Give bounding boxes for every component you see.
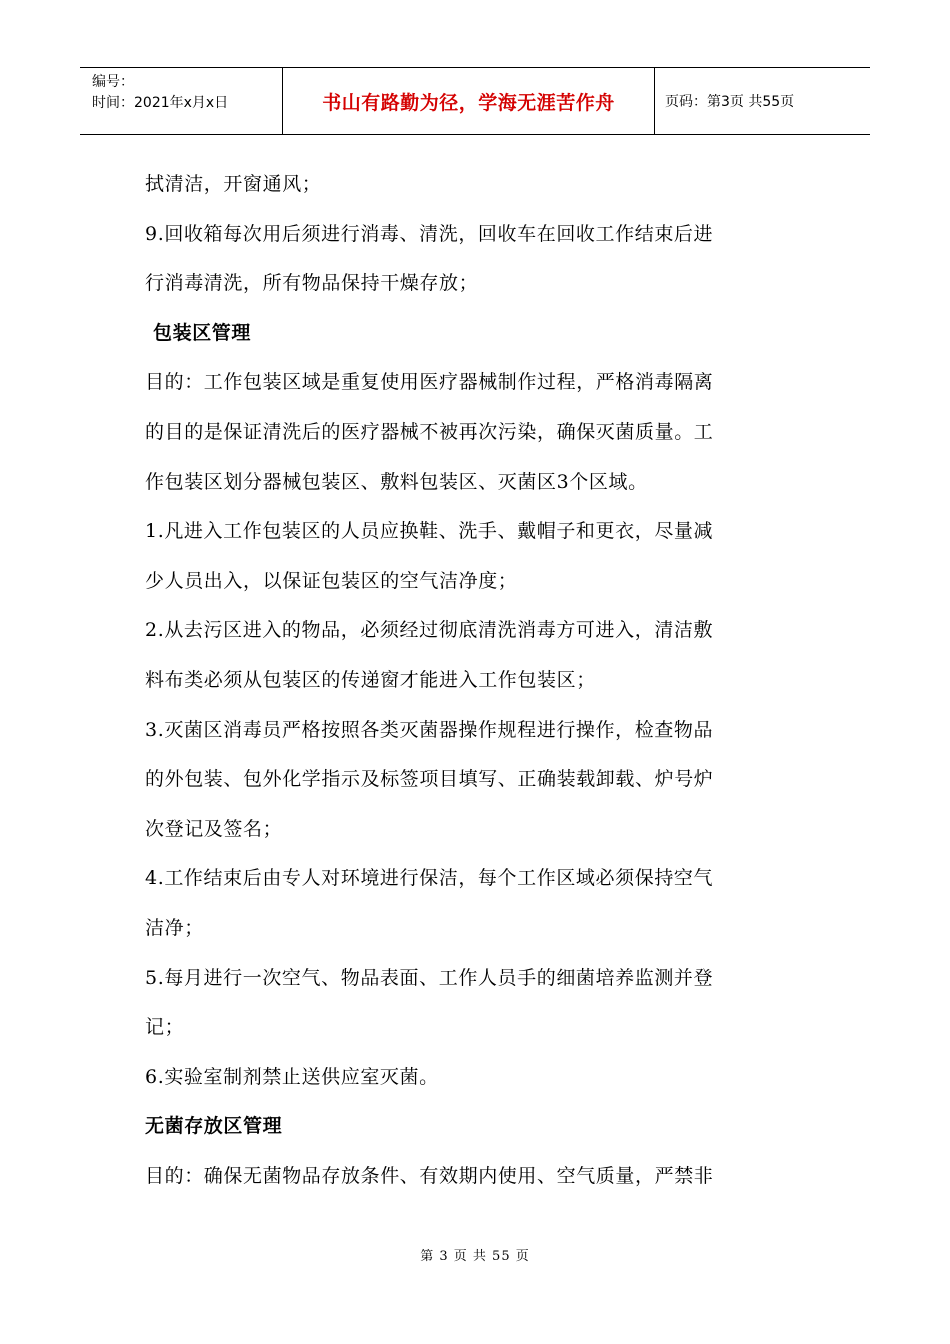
body-line: 9.回收箱每次用后须进行消毒、清洗，回收车在回收工作结束后进 bbox=[145, 222, 714, 245]
body-line: 拭清洁，开窗通风； bbox=[145, 173, 322, 195]
body-line: 6.实验室制剂禁止送供应室灭菌。 bbox=[145, 1065, 439, 1088]
body-line: 行消毒清洗，所有物品保持干燥存放； bbox=[145, 272, 479, 295]
body-line: 5.每月进行一次空气、物品表面、工作人员手的细菌培养监测并登 bbox=[145, 966, 714, 989]
body-line: 目的：确保无菌物品存放条件、有效期内使用、空气质量，严禁非 bbox=[145, 1164, 714, 1187]
body-line: 的外包装、包外化学指示及标签项目填写、正确装载卸载、炉号炉 bbox=[145, 768, 714, 791]
page-footer: 第 3 页 共 55 页 bbox=[420, 1249, 530, 1264]
body-line: 记； bbox=[145, 1016, 185, 1039]
section-heading-sterile-storage: 无菌存放区管理 bbox=[145, 1115, 283, 1138]
document-body bbox=[145, 160, 810, 1201]
body-line: 2.从去污区进入的物品，必须经过彻底清洗消毒方可进入，清洁敷 bbox=[145, 619, 714, 642]
header-motto: 书山有路勤为径，学海无涯苦作舟 bbox=[282, 68, 655, 134]
body-line: 1.凡进入工作包装区的人员应换鞋、洗手、戴帽子和更衣，尽量减 bbox=[145, 520, 714, 543]
page-header bbox=[80, 67, 870, 135]
body-line: 目的：工作包装区域是重复使用医疗器械制作过程，严格消毒隔离 bbox=[145, 371, 714, 394]
body-line: 的目的是保证清洗后的医疗器械不被再次污染，确保灭菌质量。工 bbox=[145, 420, 714, 443]
header-page-info: 页码：第3页 共55页 bbox=[665, 94, 795, 110]
body-line: 作包装区划分器械包装区、敷料包装区、灭菌区3个区域。 bbox=[145, 470, 648, 493]
body-line: 3.灭菌区消毒员严格按照各类灭菌器操作规程进行操作，检查物品 bbox=[145, 718, 714, 741]
body-line: 洁净； bbox=[145, 916, 204, 939]
body-line: 次登记及签名； bbox=[145, 817, 283, 840]
body-line: 少人员出入，以保证包装区的空气洁净度； bbox=[145, 569, 518, 592]
body-line: 4.工作结束后由专人对环境进行保洁，每个工作区域必须保持空气 bbox=[145, 867, 714, 890]
body-line: 料布类必须从包装区的传递窗才能进入工作包装区； bbox=[145, 668, 596, 691]
document-time-label: 时间：2021年x月x日 bbox=[92, 95, 229, 111]
section-heading-packaging: 包装区管理 bbox=[153, 321, 252, 344]
document-number-label: 编号： bbox=[92, 74, 134, 90]
header-meta bbox=[80, 68, 282, 134]
